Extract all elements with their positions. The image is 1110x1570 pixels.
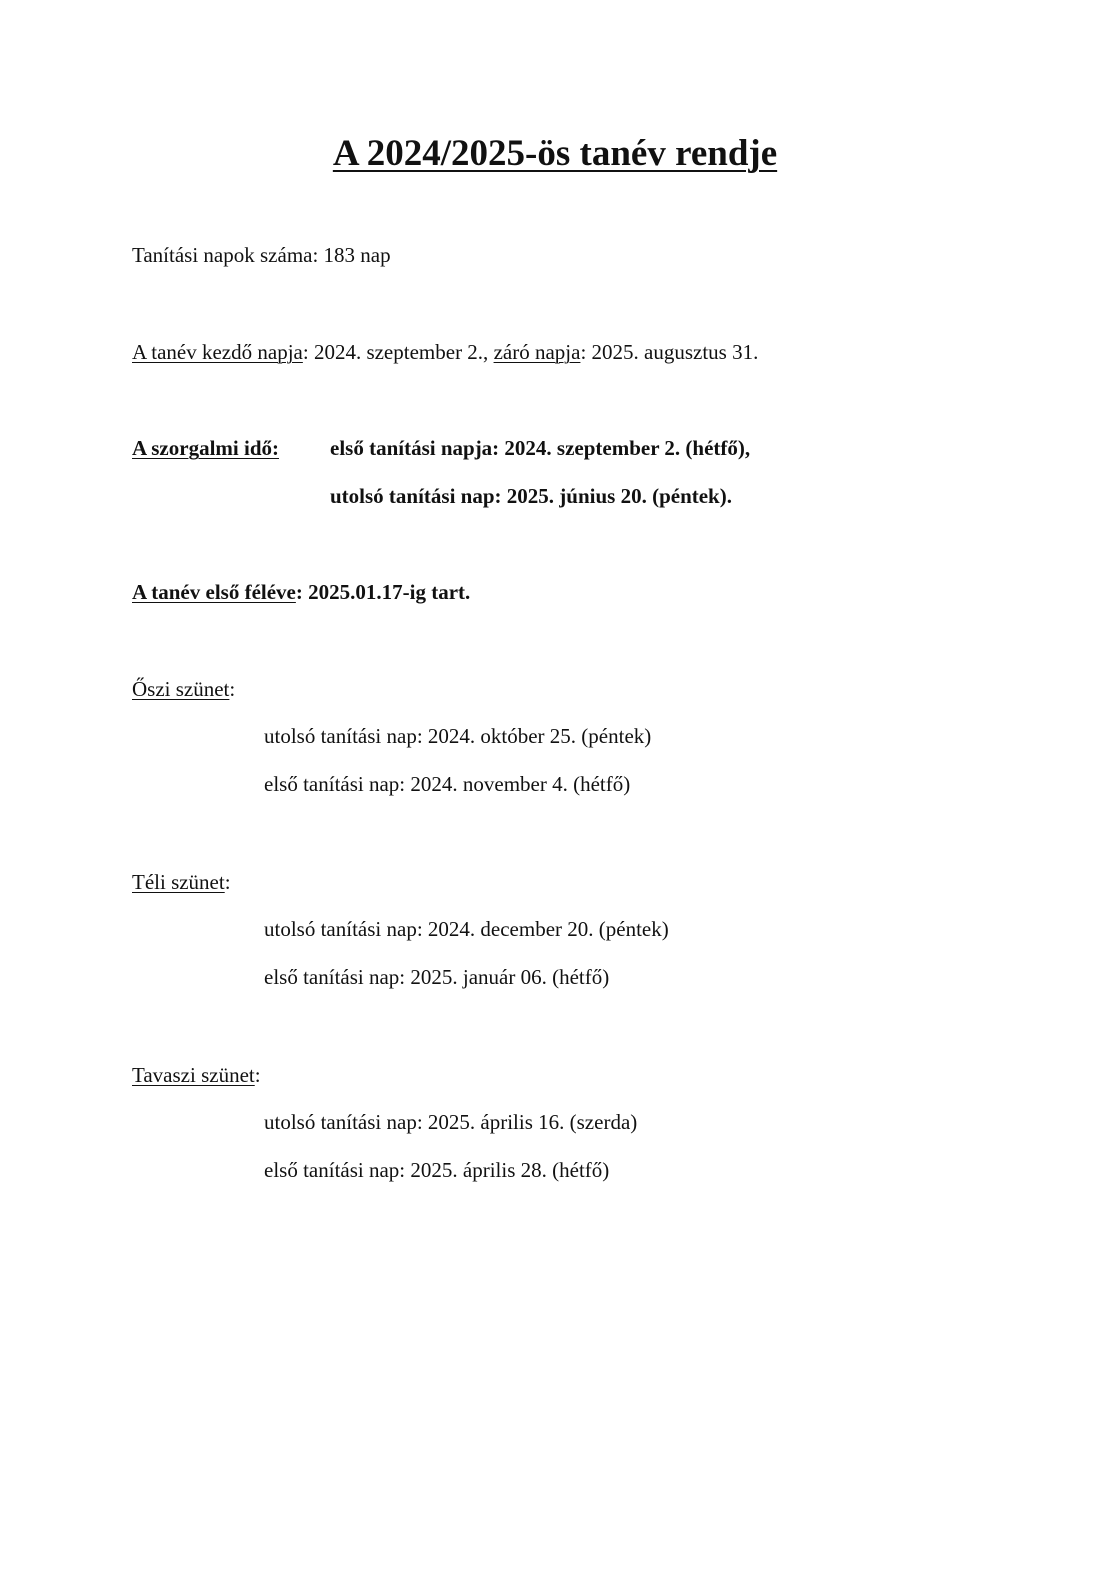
winter-break-name: Téli szünet bbox=[132, 870, 225, 894]
school-year-start-value: : 2024. szeptember 2., bbox=[302, 340, 494, 364]
school-year-start-label: A tanév kezdő napja bbox=[132, 340, 303, 364]
first-semester-value: : 2025.01.17-ig tart. bbox=[295, 580, 471, 604]
autumn-break-first-day: első tanítási nap: 2024. november 4. (hétfő) bbox=[264, 772, 631, 796]
spring-break-last-day: utolsó tanítási nap: 2025. április 16. (szerda) bbox=[264, 1110, 638, 1134]
autumn-break-heading bbox=[132, 675, 235, 703]
school-year-end-value: : 2025. augusztus 31. bbox=[580, 340, 759, 364]
spring-break-name: Tavaszi szünet bbox=[132, 1063, 255, 1087]
page-title: A 2024/2025-ös tanév rendje bbox=[332, 133, 778, 174]
school-year-line bbox=[132, 338, 758, 366]
winter-break-heading bbox=[132, 868, 231, 896]
first-semester-label: A tanév első féléve bbox=[132, 580, 296, 604]
teaching-days-line: Tanítási napok száma: 183 nap bbox=[132, 243, 391, 267]
study-period-last-day: utolsó tanítási nap: 2025. június 20. (péntek). bbox=[330, 484, 732, 508]
first-semester-line bbox=[132, 578, 470, 606]
study-period-label: A szorgalmi idő: bbox=[132, 436, 279, 460]
winter-break-last-day: utolsó tanítási nap: 2024. december 20. (péntek) bbox=[264, 917, 669, 941]
autumn-break-last-day: utolsó tanítási nap: 2024. október 25. (péntek) bbox=[264, 724, 652, 748]
autumn-break-name: Őszi szünet bbox=[132, 677, 230, 701]
spring-break-first-day: első tanítási nap: 2025. április 28. (hétfő) bbox=[264, 1158, 610, 1182]
autumn-break-colon: : bbox=[229, 677, 236, 701]
winter-break-first-day: első tanítási nap: 2025. január 06. (hétfő) bbox=[264, 965, 610, 989]
spring-break-colon: : bbox=[254, 1063, 261, 1087]
school-year-end-label: záró napja bbox=[493, 340, 581, 364]
spring-break-heading bbox=[132, 1061, 261, 1089]
study-period-first-day: első tanítási napja: 2024. szeptember 2. (hétfő), bbox=[330, 436, 751, 460]
winter-break-colon: : bbox=[224, 870, 231, 894]
